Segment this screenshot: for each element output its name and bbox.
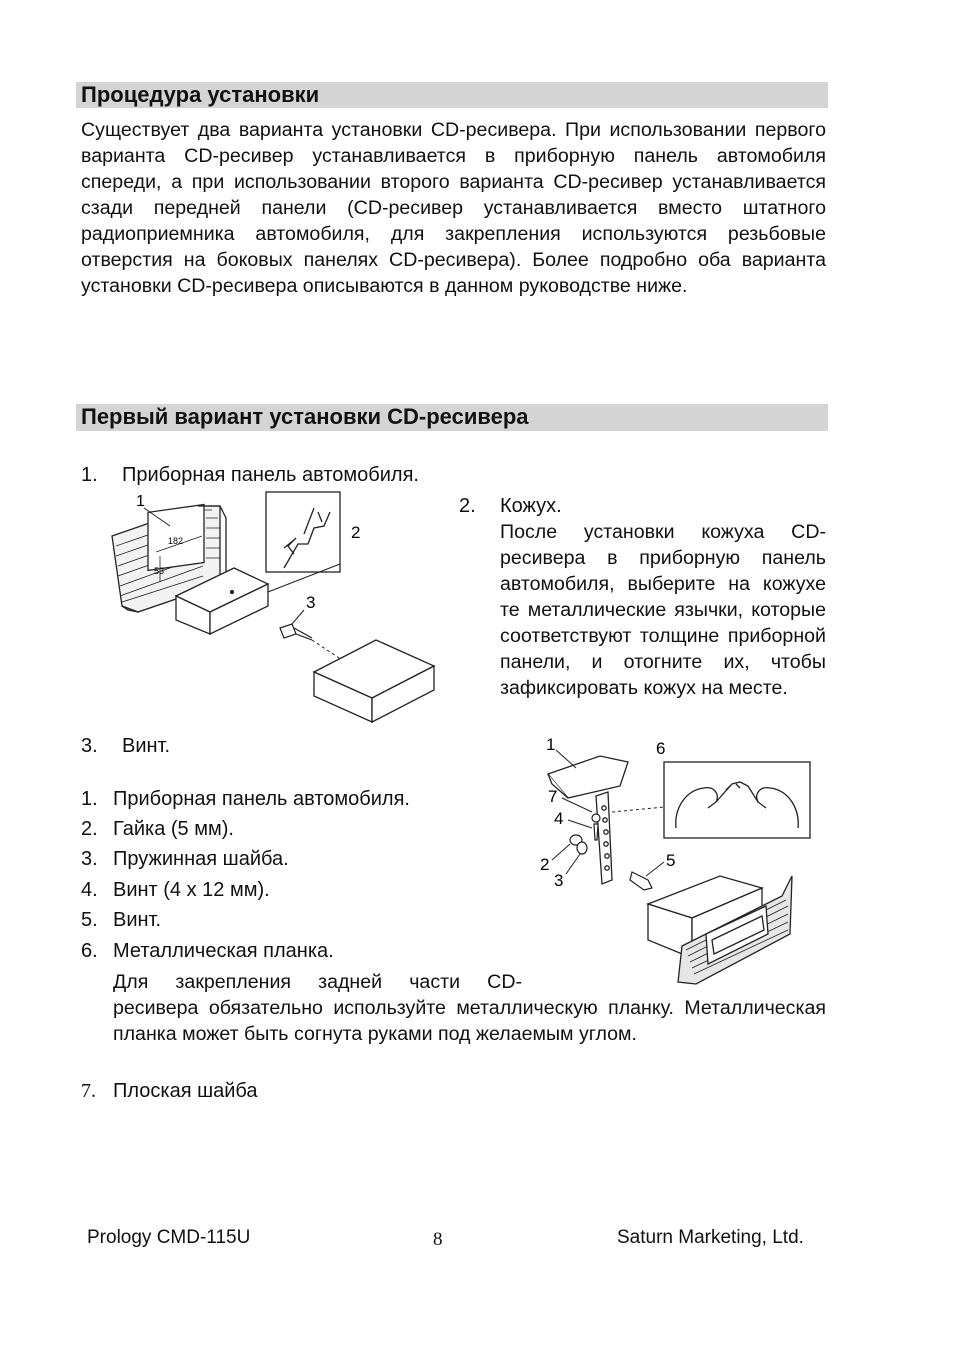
figure-label: 7 bbox=[548, 787, 558, 806]
item-text: Гайка (5 мм). bbox=[113, 818, 234, 840]
inset-detail bbox=[266, 492, 340, 572]
section-title: Первый вариант установки CD-ресивера bbox=[81, 404, 529, 429]
figure-label: 1 bbox=[546, 735, 556, 754]
list-item bbox=[459, 493, 562, 519]
item-text: Винт. bbox=[113, 909, 162, 931]
item-number: 7. bbox=[81, 1080, 96, 1102]
footer-left: Prology CMD-115U bbox=[87, 1227, 251, 1248]
note-paragraph: ресивера обязательно используйте металлическую планку. Металлическая планка может быть согнута руками под желаемым углом. bbox=[113, 997, 826, 1045]
metal-strip bbox=[596, 792, 612, 884]
footer-right: Saturn Marketing, Ltd. bbox=[617, 1227, 804, 1248]
item-number: 3. bbox=[81, 848, 98, 870]
note-line-1: Для закрепления задней части CD- bbox=[113, 971, 522, 993]
item-number: 5. bbox=[81, 909, 98, 931]
item-number: 2. bbox=[81, 818, 98, 840]
item-text: Плоская шайба bbox=[113, 1080, 258, 1102]
list-item bbox=[81, 786, 410, 812]
item-text: Приборная панель автомобиля. bbox=[122, 464, 419, 486]
item-number: 6. bbox=[81, 940, 98, 962]
figure-label: 1 bbox=[136, 493, 145, 510]
section-title: Процедура установки bbox=[81, 82, 320, 107]
dimension-label: 53 bbox=[154, 566, 165, 576]
list-item bbox=[81, 1078, 258, 1104]
dimension-label: 182 bbox=[168, 536, 184, 546]
list-item bbox=[81, 877, 270, 903]
section-header-procedure bbox=[76, 82, 828, 108]
cd-receiver-in-panel bbox=[648, 876, 792, 984]
page-number: 8 bbox=[433, 1229, 443, 1250]
figure-label: 6 bbox=[656, 739, 666, 758]
item-number: 4. bbox=[81, 879, 98, 901]
figure-front-install bbox=[108, 488, 444, 724]
screw-icon bbox=[280, 624, 312, 640]
figure-label: 3 bbox=[554, 871, 564, 890]
list-item bbox=[81, 462, 419, 488]
dashboard-piece bbox=[548, 756, 628, 798]
list-item bbox=[81, 733, 170, 759]
procedure-paragraph: Существует два варианта установки CD-ресивера. При использовании первого варианта CD-ресивер устанавливается в приборную панель автомобиля спереди, а при использовании второго варианта CD-ресивер устанавливается сзади передней панели (CD-ресивер устанавливается вместо штатного радиоприемника автомобиля, для закрепления используются резьбовые отверстия на боковых панелях CD-ресивера). Более подробно оба варианта установки CD-ресивера описываются в данном руководстве ниже. bbox=[81, 119, 826, 297]
item-text: Приборная панель автомобиля. bbox=[113, 788, 410, 810]
list-item bbox=[81, 907, 161, 933]
item-number: 1. bbox=[81, 788, 98, 810]
cd-receiver-unit bbox=[314, 640, 434, 722]
item-text: Винт (4 х 12 мм). bbox=[113, 879, 270, 901]
list-item bbox=[81, 846, 289, 872]
item-text: Пружинная шайба. bbox=[113, 848, 289, 870]
list-item bbox=[81, 938, 334, 964]
list-item bbox=[81, 816, 234, 842]
item-text: Винт. bbox=[122, 735, 171, 757]
inset-hands bbox=[664, 762, 810, 838]
item-title: Кожух. bbox=[500, 495, 562, 517]
figure-label: 2 bbox=[351, 523, 361, 542]
item-number: 2. bbox=[459, 495, 476, 517]
item-description: После установки кожуха CD-ресивера в приборную панель автомобиля, выберите на кожухе те металлические язычки, которые соответствуют толщине приборной панели, и отогните их, чтобы зафиксировать кожух на месте. bbox=[500, 521, 826, 699]
section-header-first-variant bbox=[76, 404, 828, 431]
figure-label: 5 bbox=[666, 851, 676, 870]
figure-label: 2 bbox=[540, 855, 550, 874]
item-number: 1. bbox=[81, 464, 98, 486]
figure-rear-install bbox=[536, 728, 820, 990]
item-number: 3. bbox=[81, 735, 98, 757]
item-text: Металлическая планка. bbox=[113, 940, 334, 962]
figure-label: 3 bbox=[306, 593, 316, 612]
figure-label: 4 bbox=[554, 809, 564, 828]
